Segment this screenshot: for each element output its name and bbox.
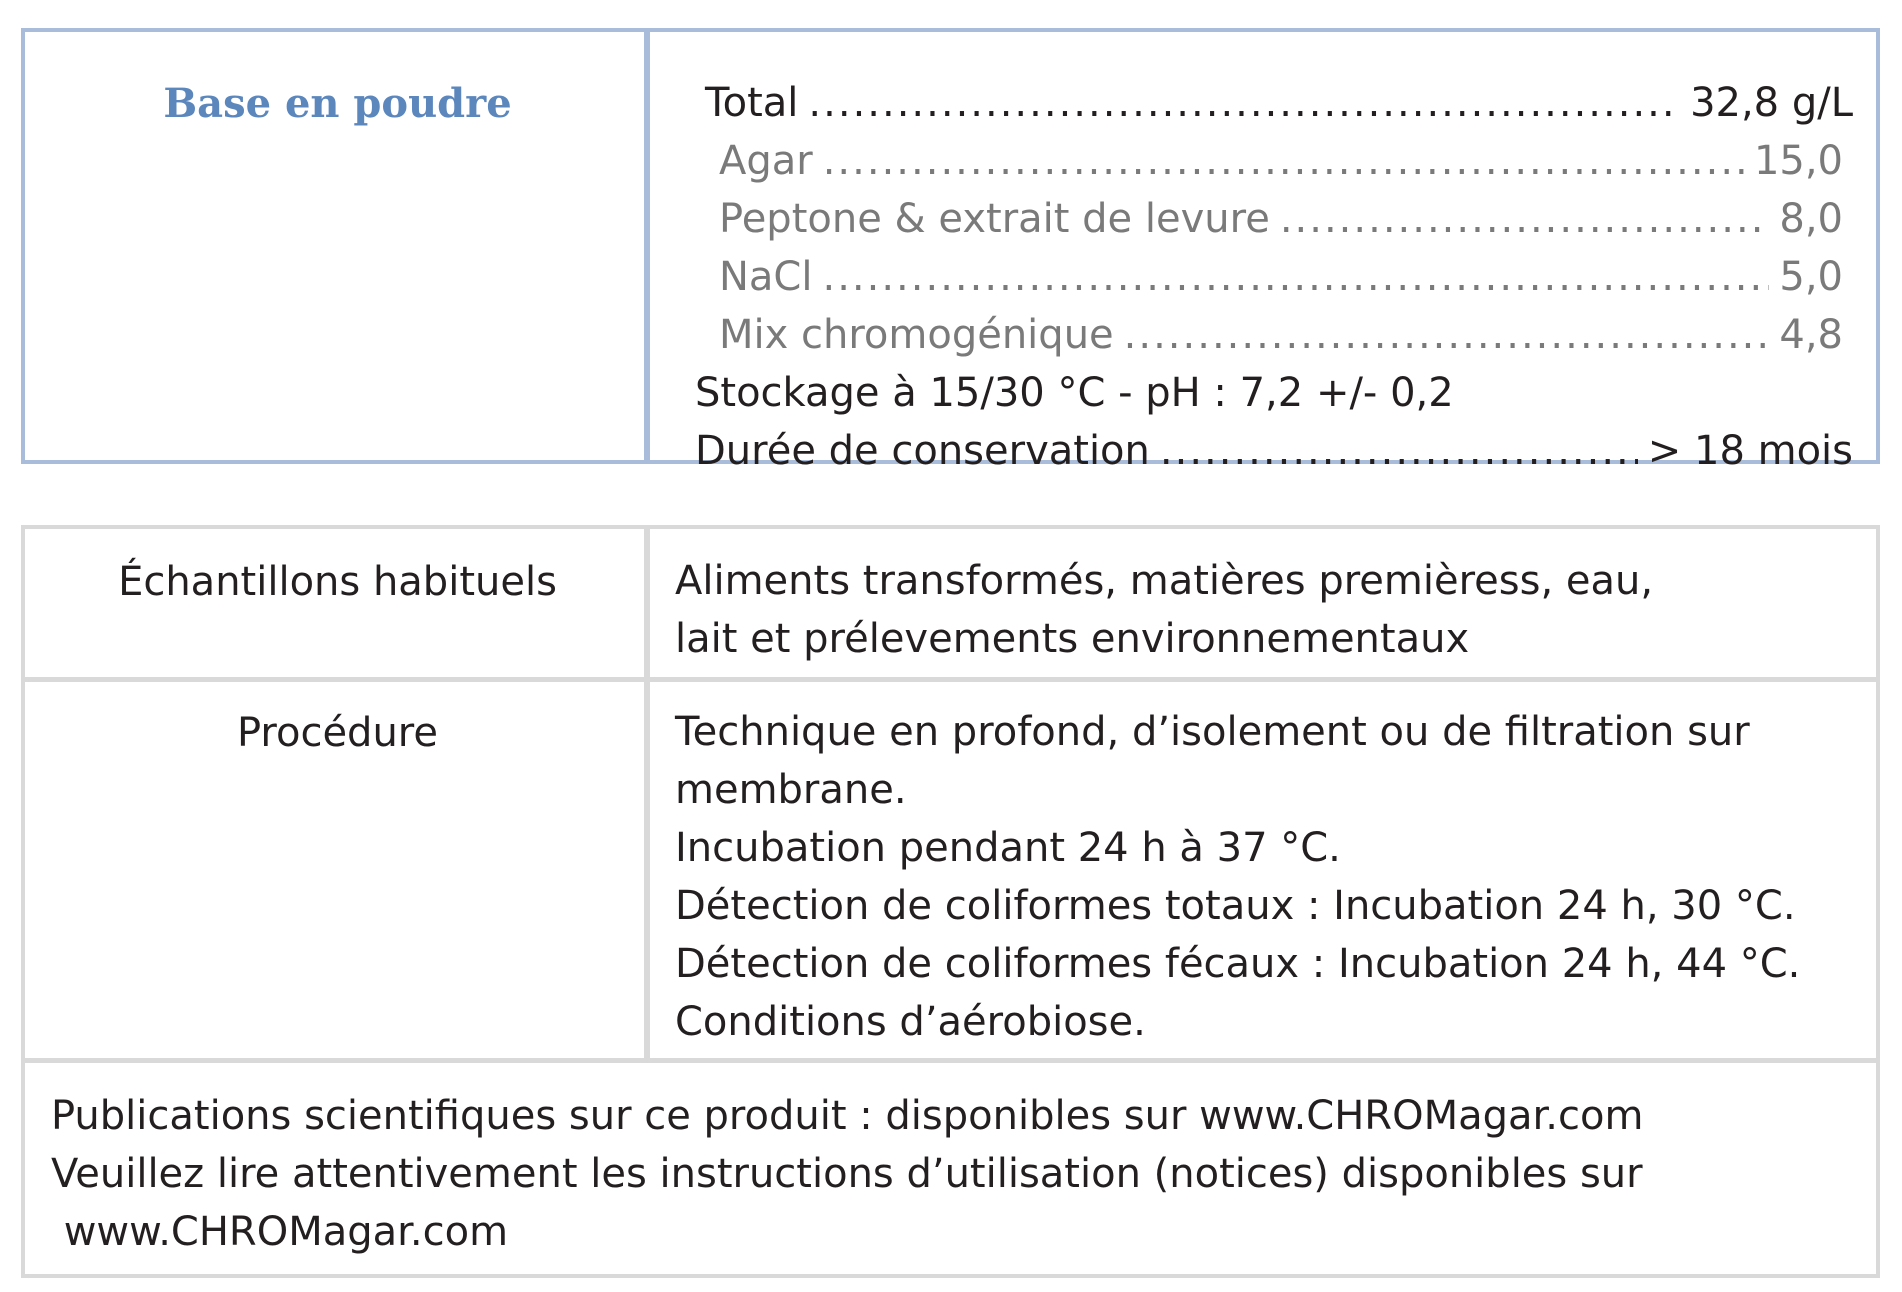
text-line: Veuillez lire attentivement les instructions d’utilisation (notices) disponibles sur — [51, 1151, 1643, 1197]
usual-samples-text — [675, 552, 1653, 668]
text-line: lait et prélevements environnementaux — [675, 616, 1470, 662]
component-value: 15,0 — [1753, 138, 1843, 184]
procedure-label: Procédure — [237, 710, 438, 756]
storage-row — [675, 370, 1853, 428]
total-label: Total — [705, 80, 799, 126]
column-divider — [644, 529, 650, 1062]
component-row — [675, 254, 1853, 312]
shelf-life-value: > 18 mois — [1647, 428, 1853, 474]
component-row — [675, 312, 1853, 370]
leader-dots — [1124, 312, 1770, 358]
shelf-life-row — [675, 428, 1853, 486]
powder-base-title: Base en poudre — [163, 80, 512, 127]
total-row — [675, 80, 1853, 138]
footer-text — [51, 1087, 1643, 1261]
usual-samples-label: Échantillons habituels — [118, 559, 557, 605]
leader-dots — [822, 254, 1769, 300]
component-row — [675, 138, 1853, 196]
row-divider — [25, 1058, 1876, 1063]
component-value: 5,0 — [1779, 254, 1843, 300]
component-label: Mix chromogénique — [719, 312, 1114, 358]
leader-dots — [1280, 196, 1770, 242]
component-row — [675, 196, 1853, 254]
text-line: Technique en profond, d’isolement ou de filtration sur — [675, 709, 1750, 755]
total-value: 32,8 g/L — [1690, 80, 1853, 126]
component-label: Agar — [719, 138, 813, 184]
text-line: membrane. — [675, 767, 907, 813]
text-line: Publications scientifiques sur ce produit : disponibles sur www.CHROMagar.com — [51, 1093, 1644, 1139]
composition-list — [675, 80, 1853, 486]
procedure-text — [675, 703, 1800, 1051]
row-divider — [25, 677, 1876, 682]
usage-table — [21, 525, 1880, 1278]
text-line: Aliments transformés, matières premièress, eau, — [675, 558, 1654, 604]
text-line: Détection de coliformes totaux : Incubation 24 h, 30 °C. — [675, 883, 1796, 929]
text-line: Conditions d’aérobiose. — [675, 999, 1146, 1045]
component-label: NaCl — [719, 254, 813, 300]
leader-dots — [808, 80, 1680, 126]
powder-base-table — [21, 28, 1880, 474]
component-label: Peptone & extrait de levure — [719, 196, 1270, 242]
text-line: www.CHROMagar.com — [51, 1209, 509, 1255]
component-value: 8,0 — [1779, 196, 1843, 242]
storage-text: Stockage à 15/30 °C - pH : 7,2 +/- 0,2 — [695, 370, 1454, 416]
text-line: Incubation pendant 24 h à 37 °C. — [675, 825, 1341, 871]
shelf-life-label: Durée de conservation — [695, 428, 1150, 474]
component-value: 4,8 — [1779, 312, 1843, 358]
leader-dots — [1160, 428, 1638, 474]
leader-dots — [823, 138, 1744, 184]
text-line: Détection de coliformes fécaux : Incubation 24 h, 44 °C. — [675, 941, 1801, 987]
